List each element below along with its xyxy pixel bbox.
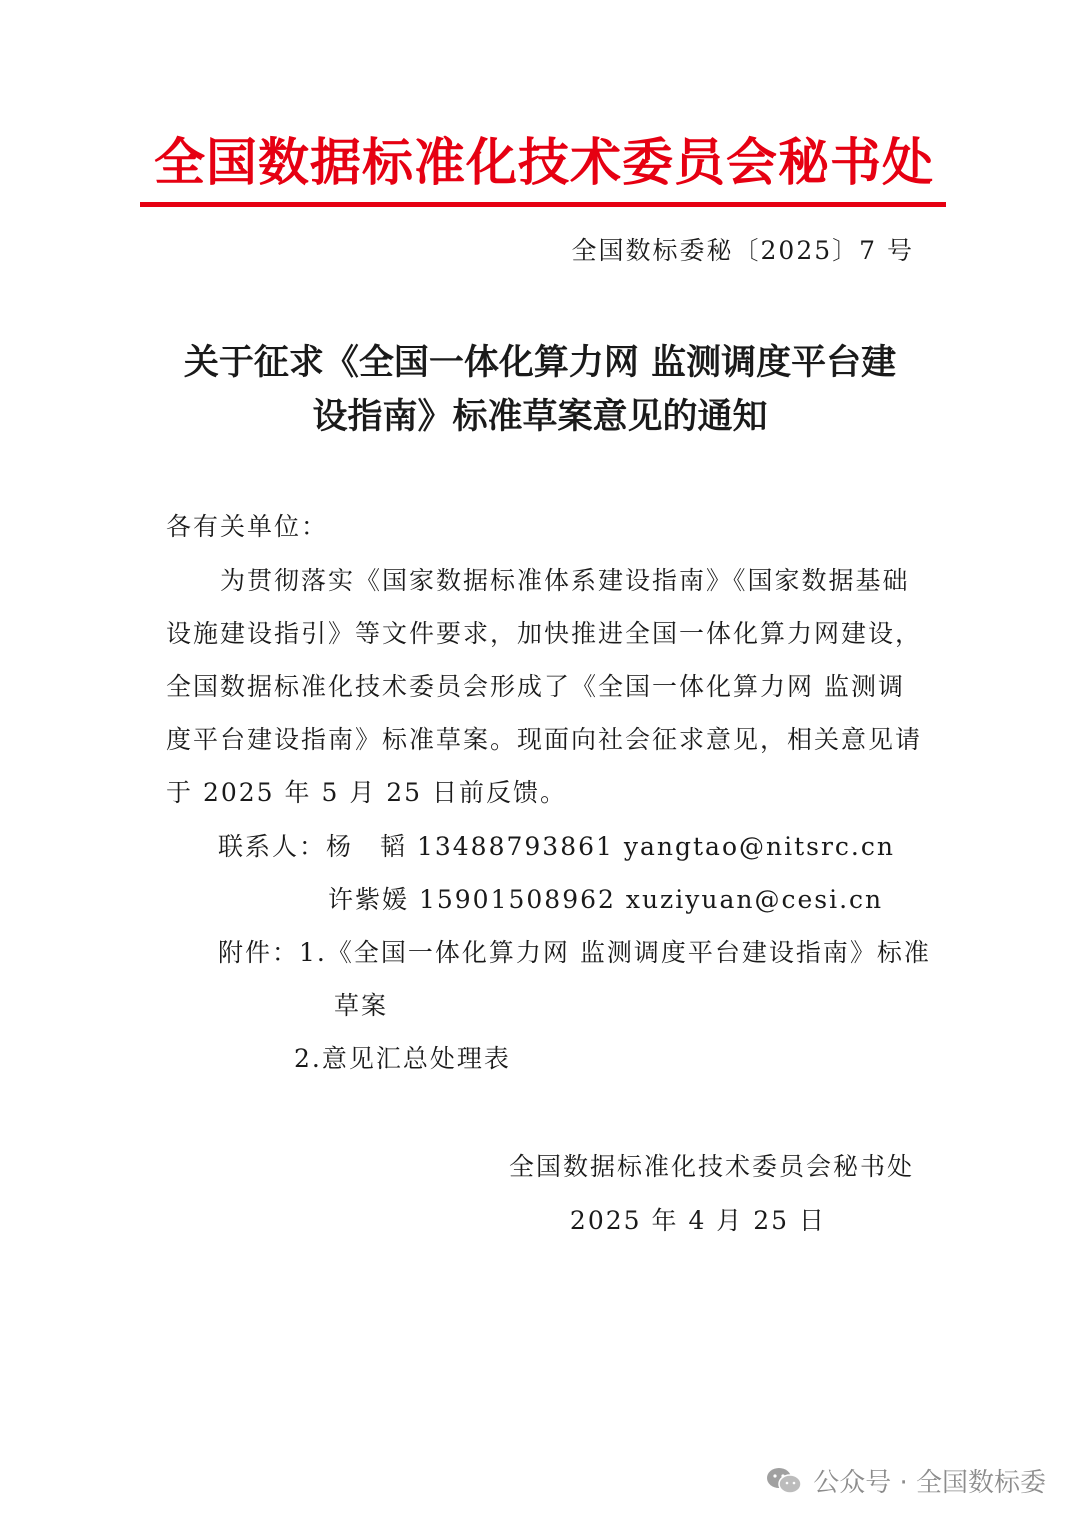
attachment-1: 1.《全国一体化算力网 监测调度平台建设指南》标准	[299, 938, 931, 967]
body-line: 于 2025 年 5 月 25 日前反馈。	[166, 778, 568, 807]
attachments-label: 附件：	[218, 938, 300, 967]
attachment-item	[218, 926, 931, 979]
document-number: 全国数标委秘〔2025〕7 号	[571, 236, 914, 265]
attachments-block	[218, 926, 931, 1085]
notice-title-line-2: 设指南》标准草案意见的通知	[312, 396, 768, 437]
contact-row	[218, 873, 895, 926]
header-organization: 全国数据标准化技术委员会秘书处	[153, 133, 934, 193]
body-line: 为贯彻落实《国家数据标准体系建设指南》《国家数据基础	[166, 566, 910, 595]
watermark-text: 公众号 · 全国数标委	[813, 1468, 1046, 1498]
contacts-label: 联系人：	[218, 832, 327, 861]
body-paragraph	[166, 554, 926, 819]
contact-row	[218, 820, 895, 873]
salutation: 各有关单位：	[166, 512, 329, 541]
body-line: 设施建设指引》等文件要求，加快推进全国一体化算力网建设，	[166, 619, 923, 648]
header-red-rule	[140, 202, 946, 207]
body-line: 全国数据标准化技术委员会形成了《全国一体化算力网 监测调	[166, 672, 905, 701]
notice-title	[140, 336, 940, 444]
contact-person: 杨 韬 13488793861 yangtao@nitsrc.cn	[326, 832, 895, 861]
signature-organization: 全国数据标准化技术委员会秘书处	[508, 1152, 914, 1181]
wechat-icon	[765, 1465, 803, 1497]
attachment-item-continuation: 草案	[334, 991, 389, 1020]
attachment-2: 2.意见汇总处理表	[294, 1044, 511, 1073]
signature-date: 2025 年 4 月 25 日	[569, 1206, 826, 1235]
wechat-watermark	[765, 1462, 1046, 1499]
contact-person: 许紫媛 15901508962 xuziyuan@cesi.cn	[328, 885, 884, 914]
notice-title-line-1: 关于征求《全国一体化算力网 监测调度平台建	[183, 342, 897, 383]
body-line: 度平台建设指南》标准草案。现面向社会征求意见，相关意见请	[166, 725, 923, 754]
contacts-block	[218, 820, 895, 926]
